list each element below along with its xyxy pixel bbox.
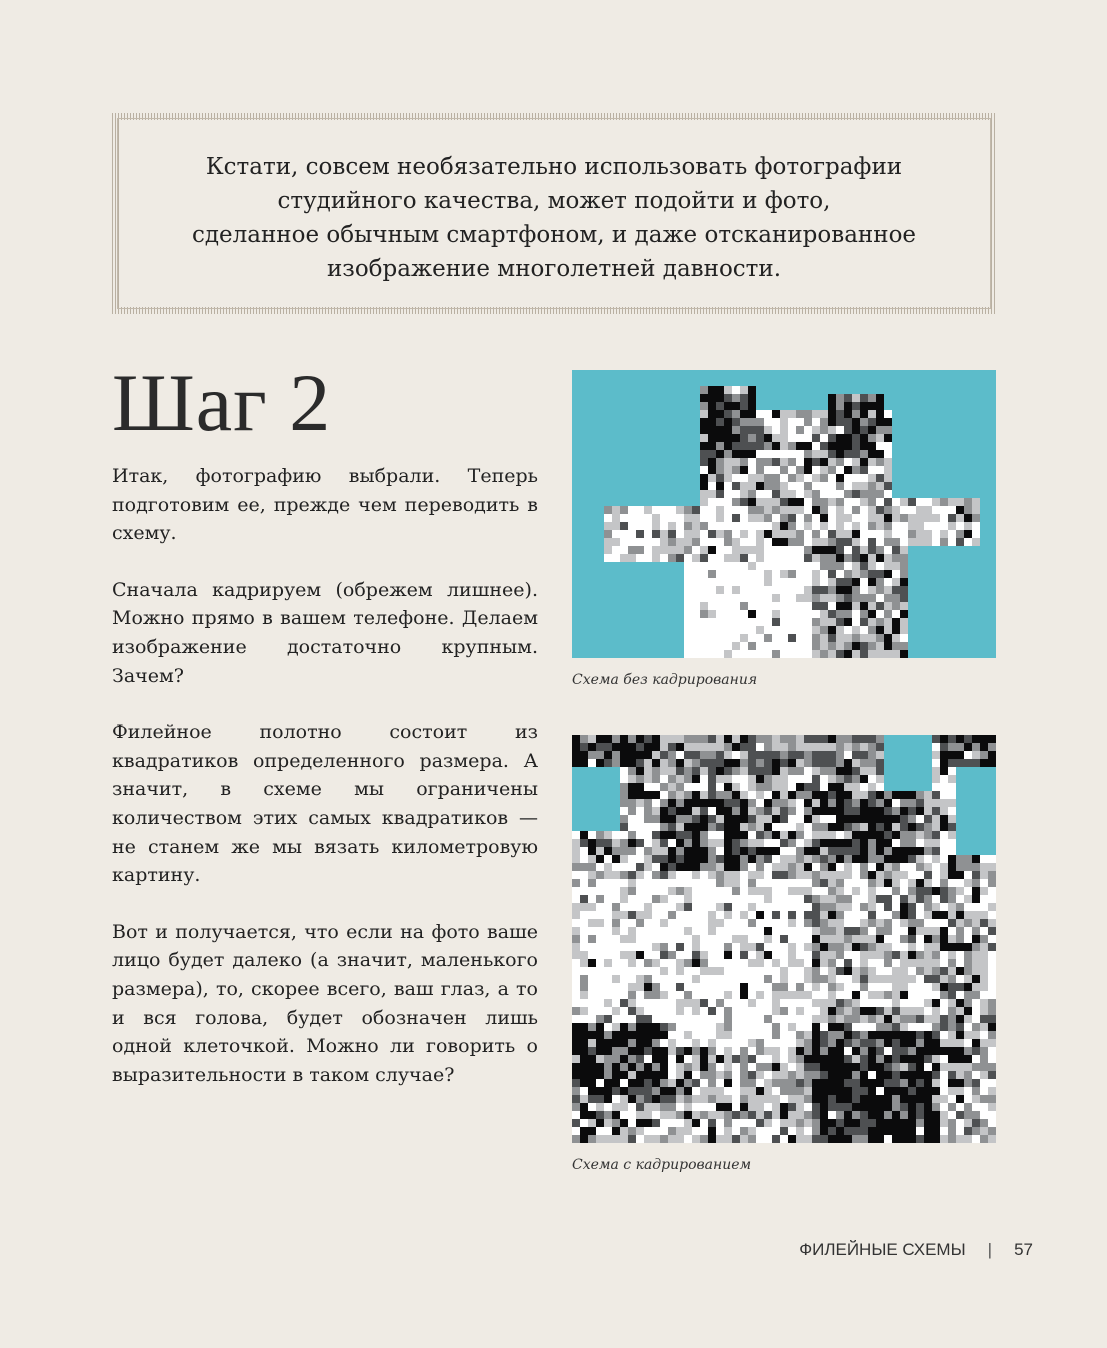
pixel-scheme-cropped (572, 735, 996, 1145)
scheme-uncropped-image (572, 370, 996, 658)
paragraph: Сначала кадрируем (обрежем лишнее). Можно прямо в вашем телефоне. Делаем изображение достаточно крупным. Зачем? (112, 578, 538, 687)
note-box (112, 113, 996, 314)
caption-cropped: Схема с кадрированием (572, 1157, 752, 1173)
note-line: сделанное обычным смартфоном, и даже отсканированное (191, 222, 917, 248)
page-footer (799, 1240, 1033, 1260)
page-number: 57 (1014, 1240, 1033, 1259)
paragraph: Филейное полотно состоит из квадратиков определенного размера. А значит, в схеме мы ограничены количеством этих самых квадратиков — не станем же мы вязать километровую картину. (112, 721, 538, 887)
note-line: Кстати, совсем необязательно использовать фотографии (205, 154, 903, 180)
step-title: Шаг 2 (112, 357, 332, 448)
footer-separator: | (987, 1240, 993, 1259)
scheme-cropped-image (572, 735, 996, 1145)
note-text (119, 150, 989, 286)
body-text (112, 462, 538, 1117)
paragraph: Итак, фотографию выбрали. Теперь подготовим ее, прежде чем переводить в схему. (112, 465, 538, 545)
note-line: изображение многолетней давности. (326, 256, 782, 282)
note-line: студийного качества, может подойти и фото, (277, 188, 831, 214)
pixel-scheme-uncropped (572, 370, 996, 658)
footer-section: ФИЛЕЙНЫЕ СХЕМЫ (799, 1240, 966, 1259)
caption-uncropped: Схема без кадрирования (572, 672, 758, 688)
paragraph: Вот и получается, что если на фото ваше лицо будет далеко (а значит, маленького размера), то, скорее всего, ваш глаз, а то и вся голова, будет обозначен лишь одной клеточкой. Можно ли говорить о выразительности в таком случае? (112, 920, 538, 1086)
